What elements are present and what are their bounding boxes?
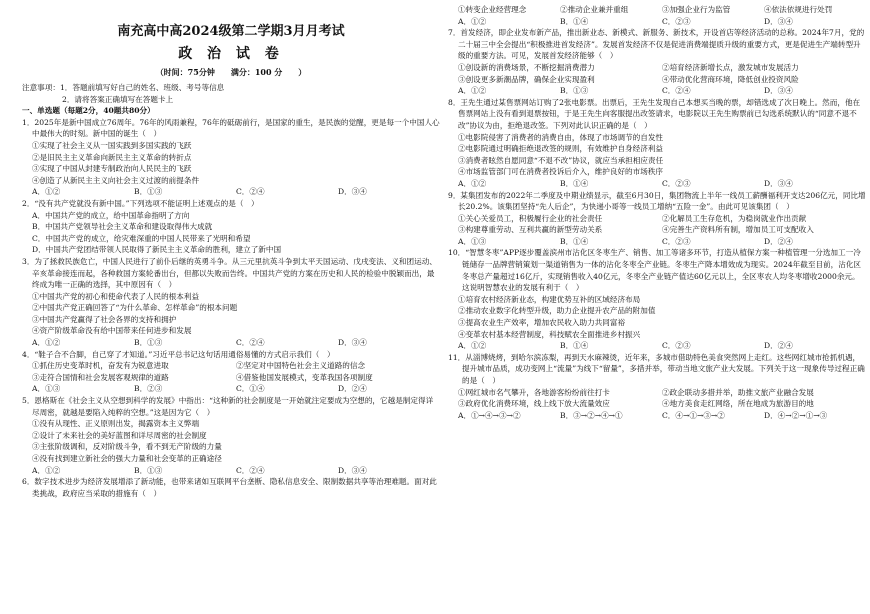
option: ③主张阶级调和，反对阶级斗争，看不到无产阶级的力量 <box>32 442 222 452</box>
choice-d: D．③④ <box>764 16 793 26</box>
option: ①实现了社会主义从一国实践到多国实践的飞跃 <box>32 140 192 150</box>
option: ②政企联动多措并举，助推文旅产业融合发展 <box>662 387 814 397</box>
answer-choices <box>22 186 440 198</box>
option: ①转变企业经营理念 <box>458 5 527 14</box>
left-column <box>22 0 440 499</box>
choice-c: C．④→①→③→② <box>662 410 725 420</box>
choice-a: A．①③ <box>458 236 487 246</box>
choice-a: A．①② <box>32 338 61 348</box>
choice-b: B．①④ <box>560 16 589 26</box>
option: ②化解员工生存危机，为稳岗就业作出贡献 <box>662 213 807 223</box>
question-stem: 10．“智慧冬枣”APP逐步覆盖滨州市沾化区冬枣生产、销售、加工等诸多环节，打造从植保方案一种植管理一分选加工一冷链储存一品牌营销策划一渠道销售为一体的沾化冬枣全产业链。冬枣生产降本增效成为现实。2024年截至目前，沾化区冬枣总产量超过16亿斤，实现销售收入40亿元，冬枣全产业链产值达60亿元以上，全区枣农人均冬枣增收2000余元。这说明智慧农业的发展有利于（ ） <box>448 248 862 293</box>
choice-c: C．②③ <box>662 178 691 188</box>
section-heading: 一、单选题（每题2分，40题共80分） <box>22 106 155 116</box>
choice-d: D．②④ <box>764 236 793 246</box>
question-8 <box>448 97 866 190</box>
option: ①抓住历史变革时机，奋发有为锐意进取 <box>32 361 169 371</box>
choice-d: D．②④ <box>338 384 367 394</box>
option: ④完善生产资料所有制，增加员工可支配收入 <box>662 225 814 235</box>
question-4 <box>22 349 440 395</box>
question-2 <box>22 198 440 256</box>
answer-choices <box>22 383 440 395</box>
option: ①关心关爱员工，积极履行企业的社会责任 <box>458 213 603 223</box>
choice-d: D．③④ <box>338 465 367 475</box>
choice-c: C．①④ <box>236 384 265 394</box>
choice-b: B．③→②→④→① <box>560 410 623 420</box>
option: ①培育农村经济新业态，构建优势互补的区域经济布局 <box>458 294 641 304</box>
choice-c: C．②④ <box>236 465 265 475</box>
option-row <box>448 224 866 236</box>
exam-subject: 政 治 试 卷 <box>178 46 284 62</box>
choice-a: A．①② <box>32 465 61 475</box>
choice-b: B．①③ <box>560 86 589 96</box>
option: ④没有找到建立新社会的强大力量和社会变革的正确途径 <box>32 454 222 463</box>
question-stem: 5．恩格斯在《社会主义从空想到科学的发展》中指出：“这种新的社会制度是一开始就注定要成为空想的，它越是制定得详尽周密，就越是要陷入纯粹的空想。”这是因为它（ ） <box>22 396 434 417</box>
choice-d: D．③④ <box>764 86 793 96</box>
question-1 <box>22 117 440 198</box>
option: ④带动优化营商环境，降低创业投资风险 <box>662 74 799 84</box>
choice-c: C．②④ <box>236 187 265 197</box>
option-row <box>448 62 866 74</box>
option: ①网红城市名气攀升，各地游客纷纷前往打卡 <box>458 387 610 397</box>
question-9 <box>448 190 866 248</box>
option: ④资产阶级革命没有给中国带来任何进步和发展 <box>32 326 192 336</box>
choice-c: C．②③ <box>662 341 691 351</box>
answer-choices <box>448 178 866 190</box>
option: ④依法依规进行处罚 <box>764 5 833 14</box>
answer-choices <box>448 85 866 97</box>
answer-choices <box>22 465 440 477</box>
option: ②培育经济新增长点，激发城市发展活力 <box>662 62 799 72</box>
option: A．中国共产党的成立，给中国革命指明了方向 <box>32 210 190 220</box>
answer-choices <box>22 337 440 349</box>
option-row <box>448 398 866 410</box>
option-row <box>448 4 866 16</box>
question-10 <box>448 247 866 351</box>
option: ②电影院通过明确拒绝退改签的规则，有效维护自身经济利益 <box>458 144 664 154</box>
choice-a: A．①② <box>458 178 487 188</box>
exam-meta: （时间：75分钟 满分：100 分 ） <box>155 67 307 77</box>
answer-choices <box>448 410 866 422</box>
choice-b: B．①③ <box>134 338 163 348</box>
option: ①中国共产党的初心和使命代表了人民的根本利益 <box>32 291 200 301</box>
option: D．中国共产党团结带领人民取得了新民主主义革命的胜利，建立了新中国 <box>32 245 282 255</box>
option: C．中国共产党的成立，给灾难深重的中国人民带来了光明和希望 <box>32 233 251 243</box>
exam-title: 南充高中高2024级第二学期3月月考试 <box>117 24 345 39</box>
option: ④创造了从新民主主义向社会主义过渡的前提条件 <box>32 175 200 185</box>
option: ③消费者眩然自愿同意“不退不改”协议，就应当承担相应责任 <box>458 155 664 165</box>
choice-c: C．②④ <box>662 86 691 96</box>
choice-b: B．①③ <box>134 465 163 475</box>
option: ④变革农村基本经营制度，科技赋农全面推进乡村振兴 <box>458 329 641 339</box>
choice-b: B．①③ <box>134 187 163 197</box>
option-row <box>448 387 866 399</box>
choice-d: D．③④ <box>764 178 793 188</box>
choice-b: B．①④ <box>560 341 589 351</box>
choice-a: A．①② <box>32 187 61 197</box>
option: ②中国共产党正确回答了“为什么革命、怎样革命”的根本问题 <box>32 303 238 313</box>
note-2: 2．请将答案正确填写在答题卡上 <box>62 94 174 104</box>
option: ③走符合国情和社会发展客观规律的道路 <box>32 372 169 382</box>
choice-b: B．②③ <box>134 384 163 394</box>
option: ③政府优化消费环境，线上线下放大流量效应 <box>458 399 610 409</box>
option: ③加强企业行为监管 <box>662 5 731 14</box>
question-stem: 11．从淄博烧烤，到哈尔滨冻梨，再到天水麻辣烫，近年来，多城市借助特色美食突然网上走红。这些网红城市抢抓机遇，提升城市品质，成功变网上“流量”为线下“留量”，多措并举，带动当地文旅产业大发展。下列关于这一现象传导过程正确的是（ ） <box>448 352 865 385</box>
answer-choices <box>448 340 866 352</box>
question-stem: 7．首发经济，即企业发布新产品，推出新业态、新模式、新服务、新技术，开设首店等经济活动的总称。2024年7月，党的二十届三中全会提出“积极推进首发经济”。发展首发经济不仅是促进消费端提质升级的重要方式，更是促进生产端转型升级的重要方法。可见，发展首发经济能够（ ） <box>448 28 865 61</box>
choice-c: C．②③ <box>662 16 691 26</box>
option: ①创设新的消费场景，不断挖掘消费潜力 <box>458 62 595 72</box>
choice-a: A．①② <box>458 16 487 26</box>
choice-a: A．①③ <box>32 384 61 394</box>
answer-choices <box>448 236 866 248</box>
choice-a: A．①② <box>458 341 487 351</box>
note-1: 注意事项：1．答题前填写好自己的姓名、班级、考号等信息 <box>22 83 225 92</box>
question-5 <box>22 395 440 476</box>
choice-c: C．②④ <box>236 338 265 348</box>
choice-c: C．②③ <box>662 236 691 246</box>
question-stem: 2．“没有共产党就没有新中国。”下列选项不能证明上述观点的是（ ） <box>22 198 259 208</box>
option: B．中国共产党领导社会主义革命和建设取得伟大成就 <box>32 222 213 232</box>
choice-b: B．①④ <box>560 178 589 188</box>
choice-d: D．④→②→①→③ <box>764 410 828 420</box>
choice-d: D．③④ <box>338 338 367 348</box>
option: ②推动企业兼并重组 <box>560 5 629 14</box>
choice-b: B．①④ <box>560 236 589 246</box>
option: ③实现了中国从封建专制政治向人民民主的飞跃 <box>32 164 192 174</box>
option-row <box>448 213 866 225</box>
option: ②设计了未来社会的美好蓝图和详尽周密的社会制度 <box>32 430 207 440</box>
notes <box>22 82 440 105</box>
option: ④借鉴他国发展模式，变革我国各项制度 <box>236 372 373 382</box>
option: ①电影院侵害了消费者的消费自由，体现了市场调节的自发性 <box>458 132 664 142</box>
option: ④市场监管部门可在消费者投诉后介入，维护良好的市场秩序 <box>458 167 664 177</box>
question-6-options <box>448 4 866 27</box>
choice-d: D．③④ <box>338 187 367 197</box>
option: ④地方美食走红网络，所在地成为旅游目的地 <box>662 399 814 409</box>
option: ②是旧民主主义革命向新民主主义革命的转折点 <box>32 152 192 162</box>
question-stem: 9．某集团发布的2022年二季度及中期业绩显示，截至6月30日，集团物流上半年一线员工薪酬福利开支达206亿元，同比增长20.2%。该集团坚持“先人后企”，为快递小哥等一线员工增纳“五险一金”。由此可见该集团（ ） <box>448 190 866 212</box>
question-3 <box>22 256 440 349</box>
option: ③提高农业生产效率，增加农民收入助力共同富裕 <box>458 318 626 328</box>
option-row <box>22 372 440 384</box>
question-stem: 4．“鞋子合不合脚，自己穿了才知道。”习近平总书记这句话用通俗易懂的方式启示我们（ ） <box>22 349 335 359</box>
right-column <box>448 4 866 421</box>
option: ②推动农业数字化转型升级，助力企业提升农产品的附加值 <box>458 306 656 316</box>
question-stem: 1．2025年是新中国成立76周年。76年的风雨兼程，76年的砥砺前行，是国家的重生，是民族的觉醒，更是每一个中国人心中最伟大的时刻。新中国的诞生（ ） <box>22 117 440 139</box>
question-stem: 8．王先生通过某售票网站订购了2张电影票。出票后，王先生发现自己本想买当晚的票，却错选成了次日晚上。然而，他在售票网站上没有看到退票按钮，于是王先生向客服提出改签请求，电影院以王先生购票前已勾选系统默认的“同意不退不改”协议为由，拒绝退改签。下列对此认识正确的是（ ） <box>448 97 861 130</box>
question-7 <box>448 27 866 97</box>
question-stem: 3．为了拯救民族危亡，中国人民进行了前仆后继的英勇斗争。从三元里抗英斗争到太平天国运动、戊戌变法、义和团运动、辛亥革命接连而起，各种救国方案轮番出台，但都以失败而告终。中国共产党的方案在历史和人民的检验中脱颖而出，最终成为唯一正确的选择，其中原因有（ ） <box>22 256 437 290</box>
question-6 <box>22 476 440 499</box>
option-row <box>448 74 866 86</box>
answer-choices <box>448 16 866 28</box>
option: ②坚定对中国特色社会主义道路的信念 <box>236 361 366 371</box>
option-row <box>22 360 440 372</box>
choice-d: D．②④ <box>764 341 793 351</box>
option: ①没有从现性、正义原则出发，揭露资本主义弊端 <box>32 419 200 429</box>
choice-a: A．①→④→③→② <box>458 410 521 420</box>
option: ③中国共产党赢得了社会各界的支持和拥护 <box>32 314 177 324</box>
question-11 <box>448 352 866 422</box>
choice-a: A．①② <box>458 86 487 96</box>
option: ③创设更多新潮品牌，确保企业实现盈利 <box>458 74 595 84</box>
question-stem: 6．数字技术进步为经济发展增添了新动能，也带来诸如互联网平台垄断、隐私信息安全、限制数据共享等治理难题。面对此类挑战，政府应当采取的措施有（ ） <box>22 477 437 498</box>
option: ③构建尊重劳动、互利共赢的新型劳动关系 <box>458 225 603 235</box>
